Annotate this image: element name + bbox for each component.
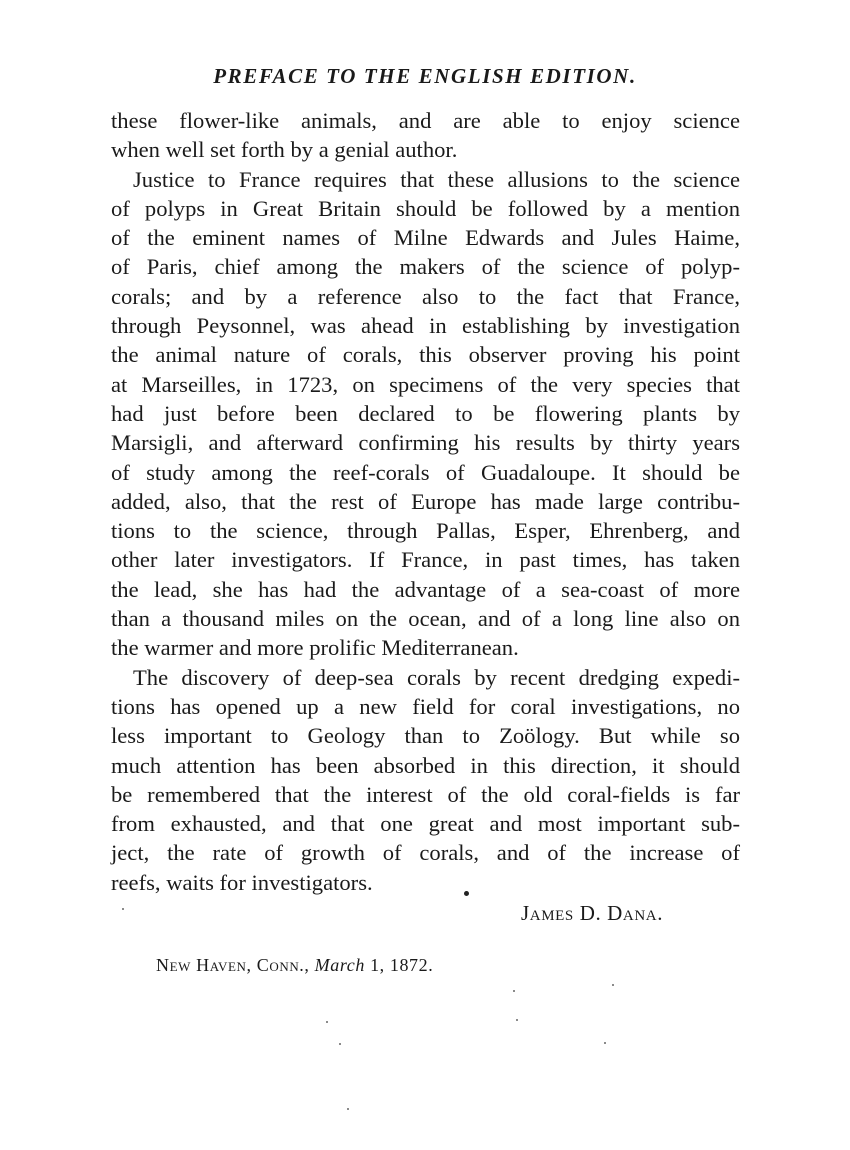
text-line: Justice to France requires that these allusions to the science — [133, 166, 740, 192]
paper-speck — [513, 990, 515, 992]
ink-dot — [464, 891, 469, 896]
text-line: corals; and by a reference also to the fact that France, — [111, 283, 740, 309]
paper-speck — [604, 1042, 606, 1044]
text-line: the animal nature of corals, this observer proving his point — [111, 342, 740, 368]
paper-speck — [326, 1021, 328, 1023]
dateline — [156, 955, 433, 976]
text-line: Marsigli, and afterward confirming his results by thirty years — [111, 430, 740, 456]
dateline-day-year: 1, 1872. — [370, 955, 434, 975]
paper-speck — [347, 1108, 349, 1110]
text-line: tions to the science, through Pallas, Esper, Ehrenberg, and — [111, 518, 740, 544]
text-line: be remembered that the interest of the old coral-fields is far — [111, 781, 740, 807]
text-line: had just before been declared to be flowering plants by — [111, 400, 740, 426]
author-signature: James D. Dana. — [521, 901, 664, 925]
paragraph-2 — [111, 165, 740, 663]
paragraph-3 — [111, 663, 740, 897]
text-line: the warmer and more prolific Mediterranean. — [111, 635, 519, 661]
paragraph-1 — [111, 106, 740, 165]
text-line: through Peysonnel, was ahead in establishing by investigation — [111, 313, 740, 339]
text-line: of study among the reef-corals of Guadaloupe. It should be — [111, 459, 740, 485]
text-line: these flower-like animals, and are able to enjoy science — [111, 108, 740, 133]
text-line: ject, the rate of growth of corals, and of the increase of — [111, 840, 740, 866]
body-text — [111, 106, 740, 897]
text-line: of polyps in Great Britain should be followed by a mention — [111, 195, 740, 221]
text-line: when well set forth by a genial author. — [111, 137, 458, 163]
text-line: of Paris, chief among the makers of the science of polyp- — [111, 254, 740, 280]
text-line: reefs, waits for investigators. — [111, 869, 373, 895]
paper-speck — [122, 908, 124, 910]
dateline-month: March — [314, 955, 365, 975]
text-line: from exhausted, and that one great and most important sub- — [111, 811, 740, 837]
running-head: PREFACE TO THE ENGLISH EDITION. — [213, 64, 637, 88]
text-line: tions has opened up a new field for coral investigations, no — [111, 693, 740, 719]
dateline-place: New Haven, Conn., — [156, 955, 310, 975]
text-line: other later investigators. If France, in past times, has taken — [111, 547, 740, 573]
text-line: The discovery of deep-sea corals by recent dredging expedi- — [133, 664, 740, 690]
paper-speck — [516, 1019, 518, 1021]
paper-speck — [339, 1043, 341, 1045]
paper-speck — [612, 984, 614, 986]
text-line: the lead, she has had the advantage of a sea-coast of more — [111, 576, 740, 602]
text-line: of the eminent names of Milne Edwards and Jules Haime, — [111, 225, 740, 251]
text-line: added, also, that the rest of Europe has made large contribu- — [111, 488, 740, 514]
text-line: than a thousand miles on the ocean, and of a long line also on — [111, 606, 740, 632]
text-line: at Marseilles, in 1723, on specimens of the very species that — [111, 371, 740, 397]
text-line: less important to Geology than to Zoölogy. But while so — [111, 723, 740, 749]
text-line: much attention has been absorbed in this direction, it should — [111, 752, 740, 778]
